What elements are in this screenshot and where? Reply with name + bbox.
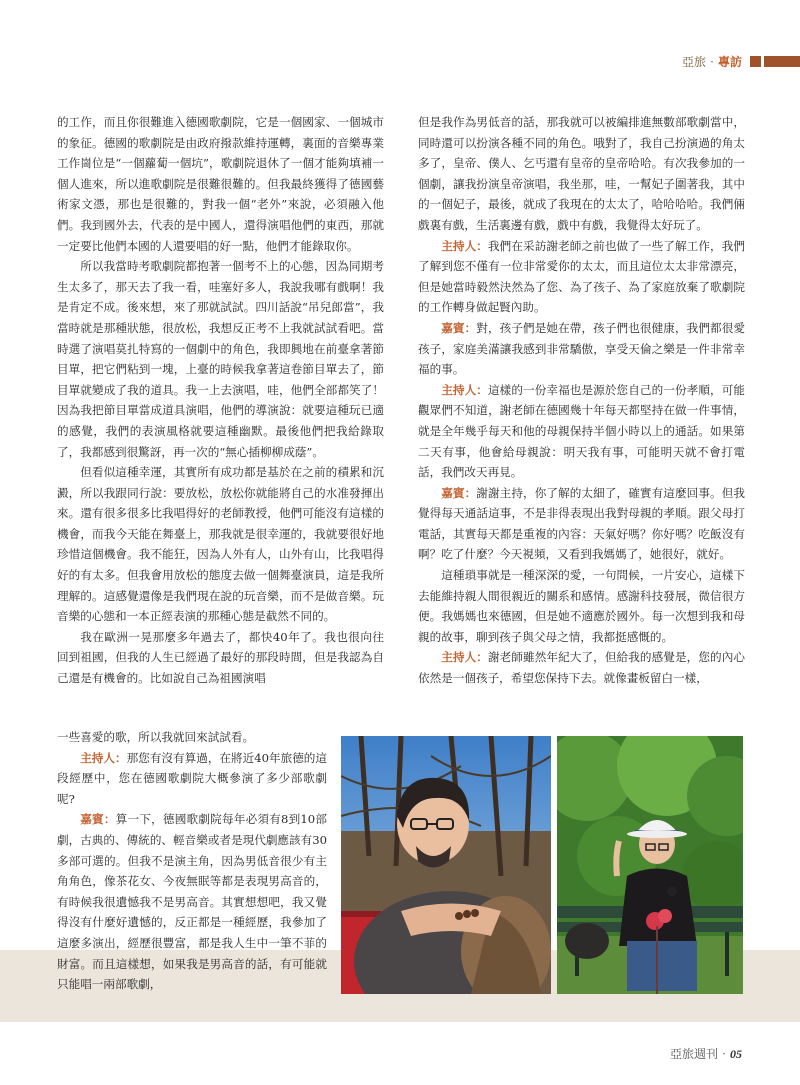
interview-question: 主持人：我們在采訪謝老師之前也做了一些了解工作，我們了解到您不僅有一位非常愛你的太太，而且這位太太非常漂亮，但是她當時毅然決然為了您、為了孩子、為了家庭放棄了歌劇院的工作轉身做起賢內助。 [418,238,745,315]
host-label: 主持人： [441,382,488,397]
host-label: 主持人： [80,750,127,765]
right-text-column [418,112,745,689]
interview-question: 主持人：那您有沒有算過，在將近40年旅德的這段經歷中，您在德國歌劇院大概參演了多少部歌劇呢? [57,750,327,806]
interview-question: 主持人：謝老師雖然年紀大了，但給我的感覺是，您的內心依然是一個孩子，希望您保持下去。就像畫板留白一樣， [418,650,745,686]
paragraph: 但是我作為男低音的話，那我就可以被編排進無數部歌劇當中，同時還可以扮演各種不同的角色。哦對了，我自己扮演過的角太多了，皇帝、僕人、乞丐還有皇帝的皇帝哈哈。有次我參加的一個劇，讓我扮演皇帝演唱，我坐那，哇，一幫妃子圍著我，其中的一個妃子，最後，就成了我現在的太太了，哈哈哈哈。我們倆戲裏有戲，生活裏邊有戲，戲中有戲，我覺得太好玩了。 [418,115,745,232]
guest-bench-photo [557,736,743,994]
host-label: 主持人： [441,650,488,665]
publication-name: 亞旅週刊‧ [669,1047,730,1061]
left-narrow-text-column [57,727,327,995]
paragraph: 我在歐洲一晃那麼多年過去了，都快40年了。我也很向往回到祖國，但我的人生已經過了最好的那段時間，但是我認為自己還是有機會的。比如說自己為祖國演唱 [57,629,384,686]
paragraph: 這種瑣事就是一種深深的愛，一句問候，一片安心，這樣下去能維持親人間很親近的關系和感情。感謝科技發展，微信很方便。我媽媽也來德國，但是她不適應於國外。每一次想到我和母親的故事，聊到孩子與父母之情，我都挺感慨的。 [418,568,745,644]
left-text-column [57,112,384,689]
page-footer [670,1045,742,1062]
paragraph: 一些喜愛的歌，所以我就回來試試看。 [57,730,255,744]
guest-label: 嘉賓： [441,320,477,335]
paragraph: 所以我當時考歌劇院都抱著一個考不上的心態，因為同期考生太多了，那天去了我一看，哇塞好多人，我說我哪有戲啊！我是肯定不成。後來想，來了那就試試。四川話說“吊兒郎當”，我當時就是那種狀態，很放松，我想反正考不上我就試試看吧。當時選了演唱莫扎特寫的一個劇中的角色，我即興地在前臺拿著節目單，把它們粘到一塊，上臺的時候我拿著這卷節目單去了，節目單就變成了我的道具。我一上去演唱，哇，他們全部都笑了！因為我把節目單當成道具演唱，他們的導演說：就要這種玩已適的感覺，我們的表演風格就要這種幽默。最後他們把我給錄取了，我都感到很驚訝，再一次的“無心插柳柳成蔭”。 [57,259,384,459]
section-header [682,52,800,70]
interview-answer: 嘉賓：算一下，德國歌劇院每年必須有8到10部劇，古典的、傳統的、輕音樂或者是現代劇應該有30多部可選的。但我不是演主角，因為男低音很少有主角角色，像茶花女、今夜無眠等都是表現男高音的，有時候我很遺憾我不是男高音。其實想想吧，我又覺得沒有什麼好遺憾的，反正都是一種經歷，我參加了這麼多演出，經歷很豐富，都是我人生中一筆不菲的財富。而且這樣想，如果我是男高音的話，有可能就只能唱一兩部歌劇， [57,812,327,992]
header-accent-bar [764,56,800,67]
interview-question: 主持人：這樣的一份幸福也是源於您自己的一份孝順，可能觀眾們不知道，謝老師在德國幾十年每天都堅持在做一件事情，就是全年幾乎每天和他的母親保持半個小時以上的通話。如果第二天有事，他會給母親說：明天我有事，可能明天就不會打電話，我們改天再見。 [418,382,745,480]
header-accent-square [750,56,761,67]
paragraph: 的工作，而且你很難進入德國歌劇院，它是一個國家、一個城市的象征。德國的歌劇院是由政府撥款維持運轉，裏面的音樂專業工作崗位是“一個蘿蔔一個坑”，歌劇院退休了一個才能夠填補一個人進來，所以進歌劇院是很難很難的。但我最終獲得了德國藝術家文憑，那也是很難的，對我一個“老外”來說，必須融入他們。我到國外去，代表的是中國人，還得演唱他們的東西，那就一定要比他們本國的人還要唱的好一點，他們才能錄取你。 [57,115,384,253]
host-label: 主持人： [441,238,488,253]
guest-label: 嘉賓： [80,812,116,827]
section-label: 亞旅‧專訪 [681,54,742,69]
paragraph: 但看似這種幸運，其實所有成功都是基於在之前的積累和沉澱，所以我跟同行說：要放松，放松你就能將自己的水准發揮出來。還有很多很多比我唱得好的老師教授，他們可能沒有這樣的機會，而我今天能在舞臺上，那我就是很幸運的，我就要很好地珍惜這個機會。我不能狂，因為人外有人，山外有山，比我唱得好的有太多。但我會用放松的態度去做一個舞臺演員，這是我所理解的。這感覺還像是我們現在說的玩音樂，而不是做音樂。玩音樂的心態和一本正經表演的那種心態是截然不同的。 [57,465,384,624]
guest-portrait-photo [341,736,551,994]
guest-label: 嘉賓： [441,485,477,500]
interview-answer: 嘉賓：謝謝主持，你了解的太細了，確實有這麼回事。但我覺得每天通話這事，不是非得表現出我對母親的孝順。跟父母打電話，其實每天都是重複的內容：天氣好嗎？你好嗎？吃飯沒有啊？吃了什麼？今天視頻，又看到我媽媽了，她很好，就好。 [418,485,745,562]
interview-answer: 嘉賓：對，孩子們是她在帶，孩子們也很健康，我們都很愛孩子，家庭美滿讓我感到非常驕傲，享受天倫之樂是一件非常幸福的事。 [418,320,745,377]
page-number: 05 [730,1047,742,1061]
